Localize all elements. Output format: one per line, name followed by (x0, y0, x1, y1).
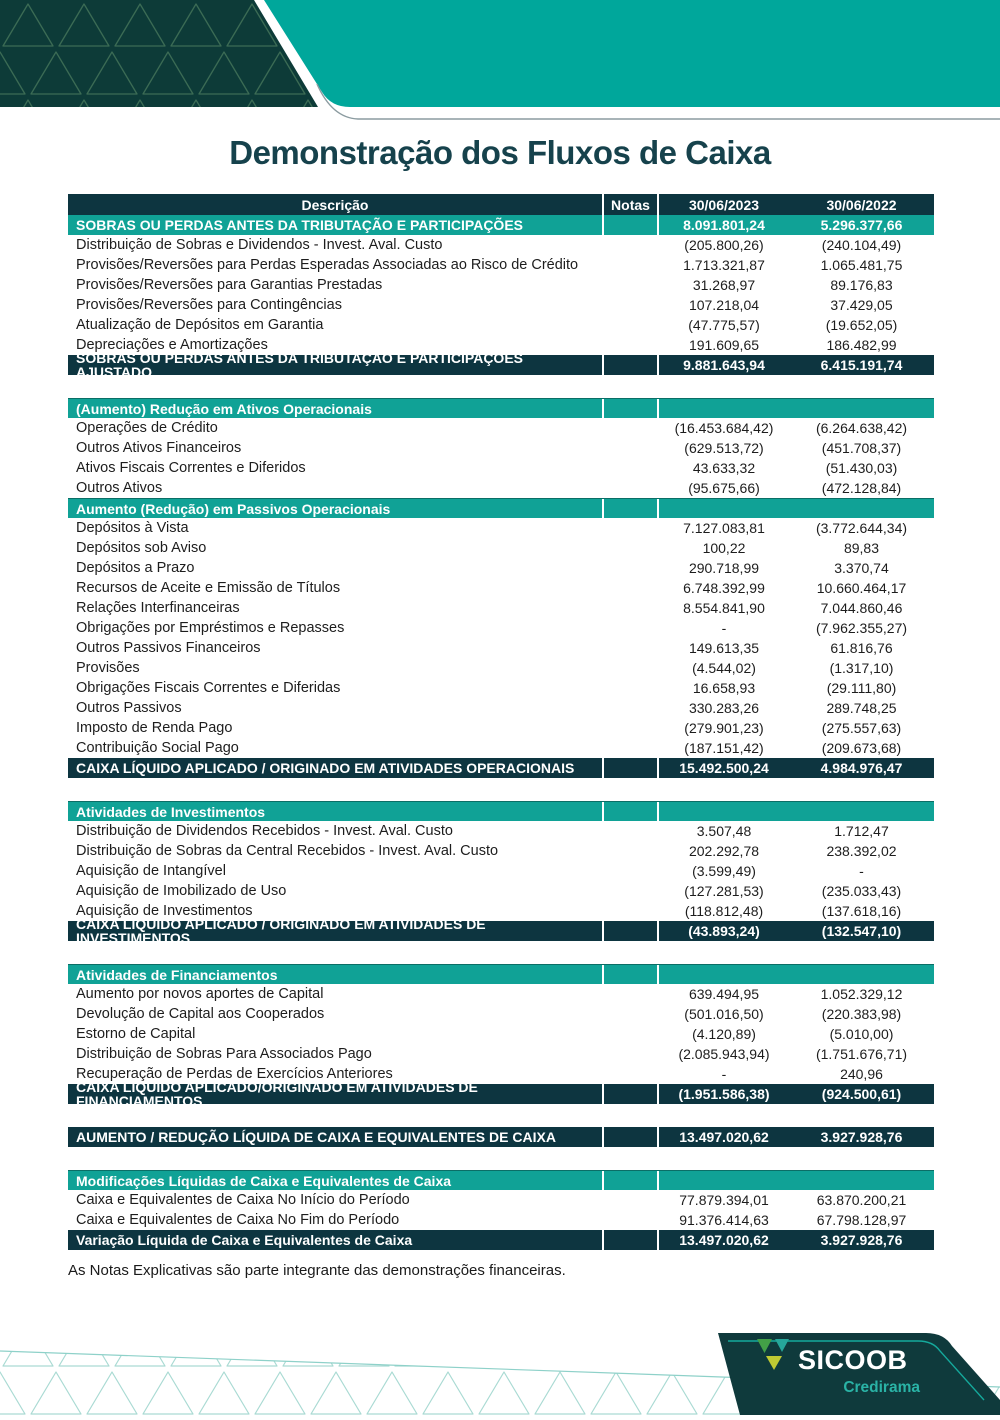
row-label: SOBRAS OU PERDAS ANTES DA TRIBUTAÇÃO E PARTICIPAÇÕES AJUSTADO (76, 350, 523, 380)
row-label: Outros Ativos Financeiros (76, 439, 242, 456)
row-notas (602, 698, 657, 718)
table-row-item (68, 598, 934, 618)
row-value-2022: (924.500,61) (821, 1086, 902, 1102)
table-row-section (68, 964, 934, 984)
row-notas (602, 355, 657, 375)
row-label: Aumento por novos aportes de Capital (76, 985, 324, 1002)
row-value-2022: 186.482,99 (826, 337, 897, 353)
row-value-2023: 149.613,35 (688, 640, 760, 656)
row-label: (Aumento) Redução em Ativos Operacionais (76, 400, 372, 417)
row-label: Estorno de Capital (76, 1025, 196, 1042)
row-label: Outros Passivos (76, 699, 182, 716)
row-value-2023: (205.800,26) (684, 237, 764, 253)
row-value-2023: (3.599,49) (692, 863, 756, 879)
row-notas (602, 881, 657, 901)
table-row-item (68, 821, 934, 841)
row-value-2023: (629.513,72) (684, 440, 764, 456)
row-label: Obrigações por Empréstimos e Repasses (76, 619, 345, 636)
row-value-2022: 3.370,74 (834, 560, 889, 576)
row-label: Aumento (Redução) em Passivos Operacionais (76, 500, 391, 517)
row-value-2023: 13.497.020,62 (657, 1127, 789, 1147)
table-row-item (68, 458, 934, 478)
row-value-2023: 191.609,65 (688, 337, 760, 353)
table-row-item (68, 1044, 934, 1064)
row-value-2022: (472.128,84) (821, 480, 902, 496)
table-row-item (68, 255, 934, 275)
row-value-2022: 6.415.191,74 (820, 357, 903, 373)
table-row-item (68, 1004, 934, 1024)
row-value-2022 (789, 1171, 934, 1190)
row-notas (602, 821, 657, 841)
table-row-item (68, 1190, 934, 1210)
row-notas (602, 618, 657, 638)
row-value-2023: (47.775,57) (688, 317, 760, 333)
row-label: Depósitos à Vista (76, 519, 189, 536)
row-notas (602, 335, 657, 355)
row-value-2023: (118.812,48) (684, 903, 764, 919)
row-label: Atualização de Depósitos em Garantia (76, 316, 324, 333)
row-value-2022: (29.111,80) (826, 680, 897, 696)
row-notas (602, 1190, 657, 1210)
table-row-item (68, 1024, 934, 1044)
row-value-2022: 89,83 (843, 540, 880, 556)
section-gap (68, 1147, 934, 1170)
column-header-2022: 30/06/2022 (826, 196, 897, 213)
row-notas (602, 295, 657, 315)
table-header-row (68, 194, 934, 215)
row-notas (602, 1084, 657, 1104)
row-notas (602, 1230, 657, 1250)
row-label: Outros Ativos (76, 479, 163, 496)
header-banner (0, 0, 1000, 130)
row-value-2022: 63.870.200,21 (816, 1192, 907, 1208)
row-notas (602, 984, 657, 1004)
row-label: Recuperação de Perdas de Exercícios Anteriores (76, 1065, 393, 1082)
row-notas (602, 758, 657, 778)
row-notas (602, 255, 657, 275)
row-notas (602, 738, 657, 758)
row-value-2022: (6.264.638,42) (815, 420, 908, 436)
row-value-2022: 3.927.928,76 (820, 1129, 903, 1145)
row-value-2023: (187.151,42) (684, 740, 764, 756)
footer-brand-text: SICOOB (798, 1345, 908, 1375)
row-notas (602, 598, 657, 618)
row-notas (602, 275, 657, 295)
row-value-2023: 6.748.392,99 (683, 580, 765, 596)
row-notas (602, 965, 657, 984)
row-value-2023: 1.713.321,87 (683, 257, 765, 273)
row-value-2023: - (721, 620, 727, 636)
cash-flow-table (68, 194, 934, 1250)
row-notas (602, 1004, 657, 1024)
banner-teal-shape (264, 0, 1000, 107)
row-value-2023: 202.292,78 (688, 843, 760, 859)
row-label: Atividades de Investimentos (76, 803, 266, 820)
table-row-item (68, 718, 934, 738)
table-row-item (68, 518, 934, 538)
section-gap (68, 778, 934, 801)
table-row-total (68, 1079, 934, 1109)
row-label: Atividades de Financiamentos (76, 966, 278, 983)
column-header-notas: Notas (602, 194, 657, 215)
row-value-2023 (657, 399, 789, 418)
row-value-2023: 15.492.500,24 (657, 758, 789, 778)
row-value-2022: 240,96 (840, 1066, 883, 1082)
row-value-2023: (127.281,53) (684, 883, 764, 899)
row-notas (602, 215, 657, 235)
row-notas (602, 921, 657, 941)
row-notas (602, 1044, 657, 1064)
row-notas (602, 235, 657, 255)
row-label: AUMENTO / REDUÇÃO LÍQUIDA DE CAIXA E EQUIVALENTES DE CAIXA (76, 1129, 556, 1145)
row-notas (602, 901, 657, 921)
table-row-item (68, 841, 934, 861)
row-value-2022 (789, 965, 934, 984)
table-row-item (68, 738, 934, 758)
row-value-2023: 9.881.643,94 (657, 355, 789, 375)
row-label: Distribuição de Dividendos Recebidos - Invest. Aval. Custo (76, 822, 453, 839)
row-notas (602, 658, 657, 678)
footer-banner (0, 1320, 1000, 1415)
row-label: Outros Passivos Financeiros (76, 639, 261, 656)
row-label: Depreciações e Amortizações (76, 336, 268, 353)
row-value-2022: 289.748,25 (826, 700, 897, 716)
table-row-item (68, 235, 934, 255)
row-value-2022 (789, 802, 934, 821)
row-value-2023: - (721, 1066, 727, 1082)
table-row-item (68, 678, 934, 698)
row-value-2023: (43.893,24) (657, 921, 789, 941)
row-label: Aquisição de Imobilizado de Uso (76, 882, 287, 899)
row-value-2022 (789, 499, 934, 518)
row-label: Provisões/Reversões para Perdas Esperadas Associadas ao Risco de Crédito (76, 256, 579, 273)
row-value-2022: 89.176,83 (830, 277, 893, 293)
row-notas (602, 1127, 657, 1147)
table-row-total (68, 1127, 934, 1147)
row-label: Obrigações Fiscais Correntes e Diferidas (76, 679, 341, 696)
row-notas (602, 499, 657, 518)
row-value-2023: 3.507,48 (696, 823, 752, 839)
row-label: Aquisição de Investimentos (76, 902, 253, 919)
table-row-item (68, 478, 934, 498)
table-row-item (68, 638, 934, 658)
row-label: Provisões/Reversões para Garantias Prestadas (76, 276, 383, 293)
row-value-2022: 10.660.464,17 (816, 580, 907, 596)
row-value-2022: (3.772.644,34) (815, 520, 908, 536)
row-value-2022: 37.429,05 (830, 297, 893, 313)
table-row-item (68, 578, 934, 598)
table-row-item (68, 1210, 934, 1230)
row-label: Operações de Crédito (76, 419, 218, 436)
row-notas (602, 1171, 657, 1190)
row-value-2022: (19.652,05) (825, 317, 898, 333)
row-label: Provisões/Reversões para Contingências (76, 296, 342, 313)
table-row-item (68, 658, 934, 678)
table-row-item (68, 295, 934, 315)
page-title: Demonstração dos Fluxos de Caixa (229, 134, 771, 171)
row-value-2023: 16.658,93 (692, 680, 756, 696)
row-value-2022: 238.392,02 (826, 843, 897, 859)
row-value-2022: 1.065.481,75 (820, 257, 903, 273)
table-row-section (68, 801, 934, 821)
table-row-highlight (68, 215, 934, 235)
row-value-2022: 3.927.928,76 (820, 1232, 903, 1248)
row-value-2022: (5.010,00) (829, 1026, 894, 1042)
row-value-2023: (16.453.684,42) (674, 420, 774, 436)
row-value-2023: (95.675,66) (688, 480, 760, 496)
table-row-item (68, 618, 934, 638)
row-notas (602, 578, 657, 598)
row-value-2023: 100,22 (702, 540, 746, 556)
table-row-item (68, 881, 934, 901)
row-value-2023: 91.376.414,63 (679, 1212, 769, 1228)
table-row-total (68, 916, 934, 946)
row-label: Variação Líquida de Caixa e Equivalentes de Caixa (76, 1232, 413, 1248)
row-notas (602, 841, 657, 861)
row-label: SOBRAS OU PERDAS ANTES DA TRIBUTAÇÃO E PARTICIPAÇÕES (76, 217, 523, 233)
row-value-2023: 31.268,97 (692, 277, 756, 293)
table-row-section (68, 1170, 934, 1190)
row-value-2022: (51.430,03) (825, 460, 898, 476)
row-value-2022: (220.383,98) (821, 1006, 902, 1022)
row-label: Distribuição de Sobras Para Associados Pago (76, 1045, 372, 1062)
table-row-item (68, 538, 934, 558)
row-value-2023: 43.633,32 (692, 460, 756, 476)
row-notas (602, 1024, 657, 1044)
row-value-2022: 61.816,76 (830, 640, 893, 656)
row-notas (602, 458, 657, 478)
table-row-total (68, 758, 934, 778)
banner-dark-pattern (0, 0, 318, 107)
row-notas (602, 802, 657, 821)
row-value-2023 (657, 965, 789, 984)
row-label: Caixa e Equivalentes de Caixa No Fim do Período (76, 1211, 400, 1228)
row-label: Depósitos sob Aviso (76, 539, 207, 556)
row-value-2022: 67.798.128,97 (816, 1212, 907, 1228)
row-value-2023: (1.951.586,38) (657, 1084, 789, 1104)
row-label: CAIXA LÍQUIDO APLICADO/ORIGINADO EM ATIVIDADES DE FINANCIAMENTOS (76, 1079, 478, 1109)
row-value-2022: 1.052.329,12 (820, 986, 903, 1002)
row-value-2023: (501.016,50) (684, 1006, 764, 1022)
table-row-section (68, 498, 934, 518)
table-row-item (68, 418, 934, 438)
row-value-2023 (657, 499, 789, 518)
row-value-2022: (137.618,16) (821, 903, 902, 919)
row-value-2022: (451.708,37) (821, 440, 902, 456)
table-row-item (68, 861, 934, 881)
row-label: Provisões (76, 659, 140, 676)
table-row-item (68, 984, 934, 1004)
row-label: Modificações Líquidas de Caixa e Equivalentes de Caixa (76, 1172, 452, 1189)
row-notas (602, 718, 657, 738)
row-label: Distribuição de Sobras e Dividendos - Invest. Aval. Custo (76, 236, 443, 253)
table-row-section (68, 398, 934, 418)
footnote: As Notas Explicativas são parte integrante das demonstrações financeiras. (68, 1262, 566, 1279)
row-label: Caixa e Equivalentes de Caixa No Início do Período (76, 1191, 410, 1208)
row-value-2022: (1.317,10) (829, 660, 894, 676)
row-value-2023: 107.218,04 (688, 297, 760, 313)
row-value-2022 (789, 399, 934, 418)
row-value-2022: - (859, 863, 864, 879)
row-notas (602, 1210, 657, 1230)
row-value-2022: 7.044.860,46 (820, 600, 903, 616)
column-header-2023: 30/06/2023 (657, 194, 789, 215)
table-row-item (68, 275, 934, 295)
table-body (68, 215, 934, 1250)
row-value-2023: (2.085.943,94) (678, 1046, 770, 1062)
row-value-2022: (235.033,43) (821, 883, 902, 899)
table-row-item (68, 698, 934, 718)
row-notas (602, 315, 657, 335)
row-label: CAIXA LÍQUIDO APLICADO / ORIGINADO EM ATIVIDADES OPERACIONAIS (76, 760, 575, 776)
row-value-2023: 8.554.841,90 (683, 600, 765, 616)
row-value-2022: 5.296.377,66 (820, 217, 903, 233)
row-value-2023: (4.120,89) (692, 1026, 756, 1042)
row-label: Depósitos a Prazo (76, 559, 195, 576)
row-label: Distribuição de Sobras da Central Recebidos - Invest. Aval. Custo (76, 842, 499, 859)
row-label: CAIXA LÍQUIDO APLICADO / ORIGINADO EM ATIVIDADES DE INVESTIMENTOS (76, 916, 486, 946)
row-label: Relações Interfinanceiras (76, 599, 240, 616)
table-row-item (68, 558, 934, 578)
row-value-2023: 7.127.083,81 (683, 520, 765, 536)
row-value-2022: 1.712,47 (834, 823, 889, 839)
row-value-2022: (275.557,63) (821, 720, 902, 736)
row-value-2022: (1.751.676,71) (815, 1046, 908, 1062)
row-notas (602, 418, 657, 438)
row-value-2023: (279.901,23) (684, 720, 764, 736)
row-value-2023: (4.544,02) (692, 660, 756, 676)
row-label: Devolução de Capital aos Cooperados (76, 1005, 325, 1022)
row-label: Ativos Fiscais Correntes e Diferidos (76, 459, 306, 476)
row-value-2022: (7.962.355,27) (815, 620, 908, 636)
row-value-2023: 330.283,26 (688, 700, 760, 716)
row-value-2023: 639.494,95 (688, 986, 760, 1002)
row-label: Recursos de Aceite e Emissão de Títulos (76, 579, 341, 596)
row-label: Imposto de Renda Pago (76, 719, 233, 736)
table-row-total (68, 350, 934, 380)
row-value-2023 (657, 1171, 789, 1190)
row-notas (602, 1064, 657, 1084)
table-row-item (68, 315, 934, 335)
row-value-2022: (209.673,68) (821, 740, 902, 756)
row-value-2022: (240.104,49) (821, 237, 902, 253)
header-banner-graphic (0, 0, 1000, 130)
row-label: Aquisição de Intangível (76, 862, 226, 879)
row-notas (602, 438, 657, 458)
row-notas (602, 558, 657, 578)
row-value-2023 (657, 802, 789, 821)
row-value-2023: 8.091.801,24 (657, 215, 789, 235)
row-notas (602, 861, 657, 881)
table-row-item (68, 438, 934, 458)
row-value-2022: (132.547,10) (821, 923, 902, 939)
table-row-total (68, 1230, 934, 1250)
row-value-2023: 13.497.020,62 (657, 1230, 789, 1250)
row-notas (602, 678, 657, 698)
row-notas (602, 518, 657, 538)
row-value-2023: 77.879.394,01 (679, 1192, 769, 1208)
footer-sub-brand-text: Credirama (843, 1379, 920, 1396)
footer-graphic (0, 1320, 1000, 1415)
row-value-2023: 290.718,99 (688, 560, 760, 576)
row-value-2022: 4.984.976,47 (820, 760, 903, 776)
column-header-descricao: Descrição (301, 196, 369, 213)
row-notas (602, 399, 657, 418)
row-notas (602, 538, 657, 558)
row-notas (602, 638, 657, 658)
row-label: Contribuição Social Pago (76, 739, 239, 756)
row-notas (602, 478, 657, 498)
